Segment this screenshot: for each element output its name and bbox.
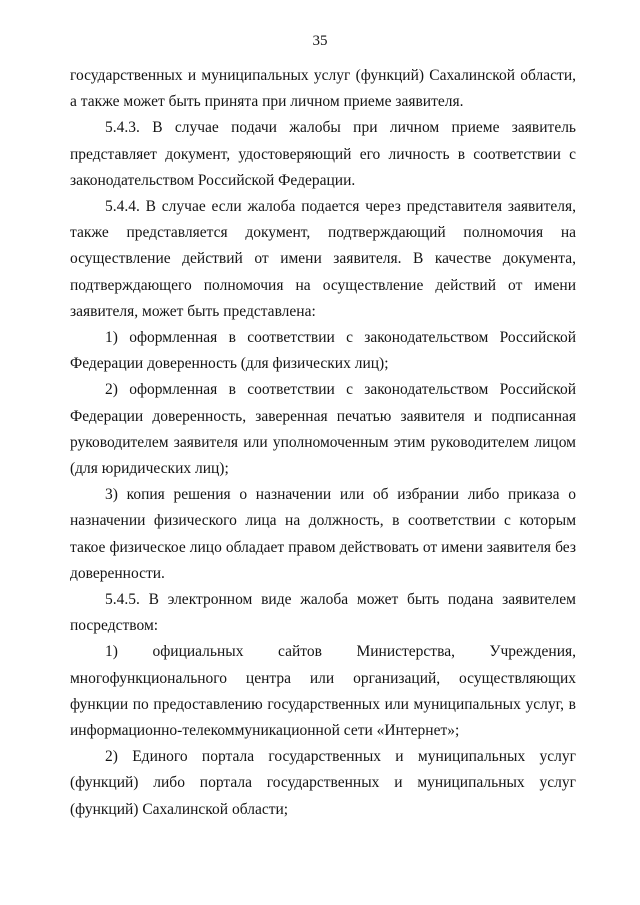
paragraph-continuation: государственных и муниципальных услуг (функций) Сахалинской области, а также может быть принята при личном приеме заявителя. — [70, 67, 576, 111]
list-item-2-power-of-attorney-legal-entities: 2) оформленная в соответствии с законодательством Российской Федерации доверенность, заверенная печатью заявителя и подписанная руководителем заявителя или уполномоченным этим руководителем лицом (для юридических лиц); — [70, 381, 576, 478]
document-body — [70, 63, 576, 823]
list-item-1-power-of-attorney-individuals: 1) оформленная в соответствии с законодательством Российской Федерации доверенность (для физических лиц); — [70, 329, 576, 373]
list-item-2-unified-portal: 2) Единого портала государственных и муниципальных услуг (функций) либо портала государственных и муниципальных услуг (функций) Сахалинской области; — [70, 748, 576, 818]
paragraph-5-4-3: 5.4.3. В случае подачи жалобы при личном приеме заявитель представляет документ, удостоверяющий его личность в соответствии с законодательством Российской Федерации. — [70, 119, 576, 189]
paragraph-5-4-5: 5.4.5. В электронном виде жалоба может быть подана заявителем посредством: — [70, 591, 576, 635]
paragraph-5-4-4: 5.4.4. В случае если жалоба подается через представителя заявителя, также представляется документ, подтверждающий полномочия на осуществление действий от имени заявителя. В качестве документа, подтверждающего полномочия на осуществление действий от имени заявителя, может быть представлена: — [70, 198, 576, 320]
list-item-1-official-websites: 1) официальных сайтов Министерства, Учреждения, многофункционального центра или организаций, осуществляющих функции по предоставлению государственных или муниципальных услуг, в информационно-телекоммуникационной сети «Интернет»; — [70, 643, 576, 740]
list-item-3-appointment-decision: 3) копия решения о назначении или об избрании либо приказа о назначении физического лица на должность, в соответствии с которым такое физическое лицо обладает правом действовать от имени заявителя без доверенности. — [70, 486, 576, 582]
page-number: 35 — [312, 33, 328, 49]
